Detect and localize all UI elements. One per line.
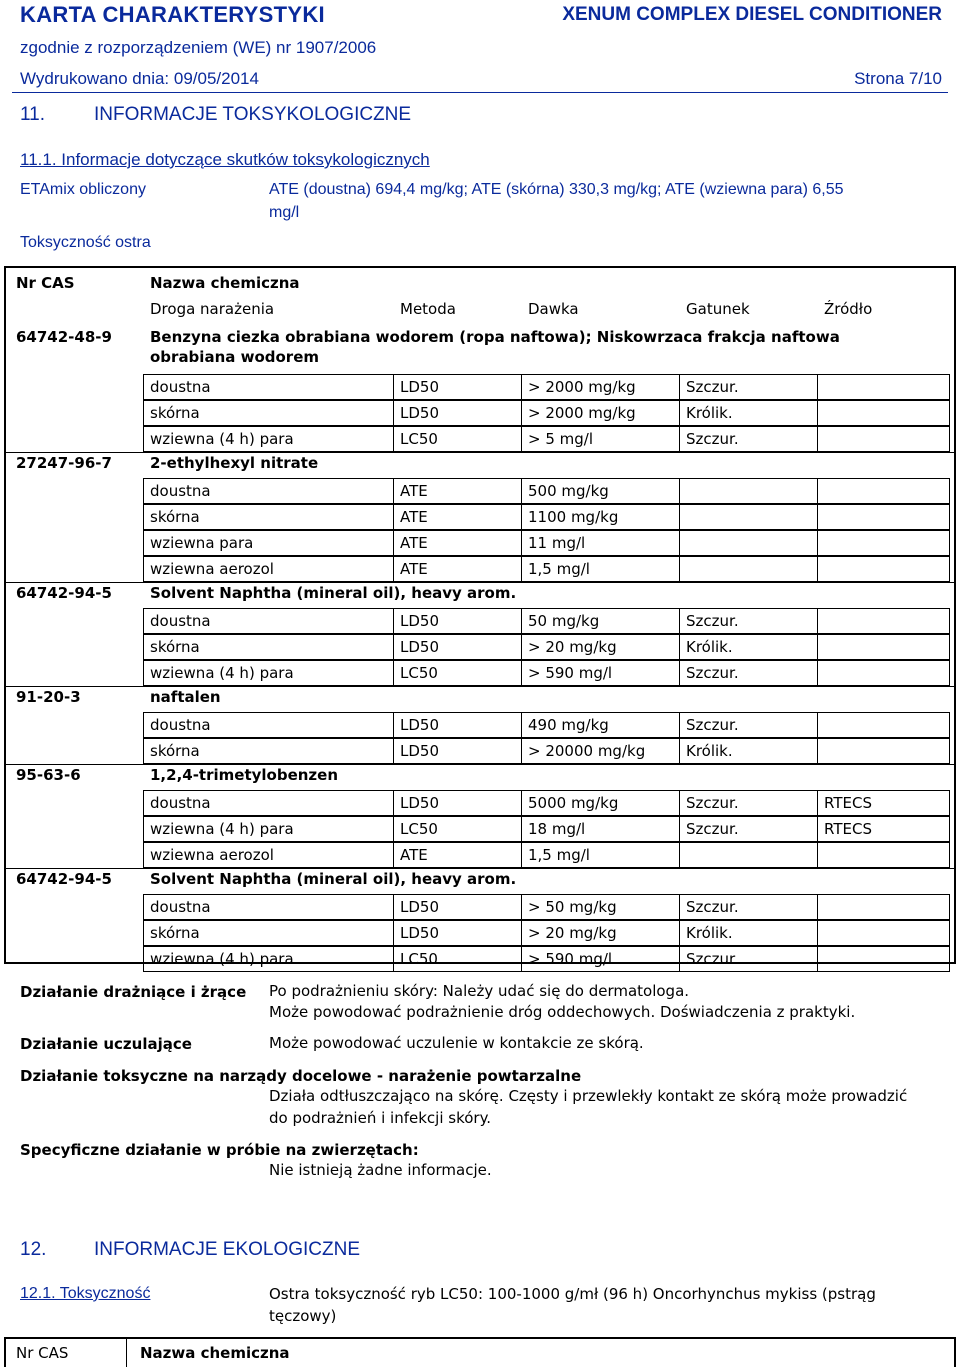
substance-separator	[6, 764, 954, 765]
column-divider	[521, 921, 522, 945]
column-divider	[393, 505, 394, 529]
column-divider	[393, 609, 394, 633]
chemical-name: Benzyna ciezka obrabiana wodorem (ropa naftowa); Niskowrzaca frakcja naftowa	[150, 328, 840, 346]
cas-number: 27247-96-7	[16, 454, 112, 472]
column-divider	[817, 609, 818, 633]
dose-value: 490 mg/kg	[528, 716, 609, 734]
fish-toxicity-line1: Ostra toksyczność ryb LC50: 100-1000 g/mł (96 h) Oncorhynchus mykiss (pstrąg	[269, 1285, 876, 1303]
sensitizing-label: Działanie uczulające	[20, 1035, 192, 1053]
test-method: ATE	[400, 508, 428, 526]
dose-value: 50 mg/kg	[528, 612, 600, 630]
column-divider	[817, 401, 818, 425]
exposure-route: wziewna aerozol	[150, 560, 274, 578]
target-organ-label: Działanie toksyczne na narządy docelowe - narażenie powtarzalne	[20, 1067, 582, 1085]
specific-effects-label: Specyficzne działanie w próbie na zwierzętach:	[20, 1141, 419, 1159]
test-species: Szczur.	[686, 716, 739, 734]
column-divider	[679, 817, 680, 841]
exposure-route: skórna	[150, 404, 200, 422]
dose-value: > 20000 mg/kg	[528, 742, 646, 760]
page-number: Strona 7/10	[854, 69, 942, 88]
column-divider	[679, 635, 680, 659]
fish-toxicity-line2: tęczowy)	[269, 1307, 337, 1325]
column-divider	[817, 479, 818, 503]
test-species: Szczur.	[686, 898, 739, 916]
test-species: Szczur.	[686, 794, 739, 812]
test-method: LD50	[400, 924, 439, 942]
section-title: INFORMACJE EKOLOGICZNE	[94, 1239, 361, 1260]
column-divider	[393, 947, 394, 971]
column-divider	[679, 739, 680, 763]
column-divider	[679, 505, 680, 529]
exposure-route: doustna	[150, 612, 211, 630]
column-divider	[393, 921, 394, 945]
ecotox-table	[4, 1337, 956, 1367]
exposure-route: skórna	[150, 742, 200, 760]
test-method: ATE	[400, 846, 428, 864]
test-method: ATE	[400, 534, 428, 552]
column-divider	[521, 713, 522, 737]
chemical-name: Solvent Naphtha (mineral oil), heavy arom.	[150, 870, 517, 888]
cas-number: 64742-48-9	[16, 328, 112, 346]
subsection-11-1-title: 11.1. Informacje dotyczące skutków toksykologicznych	[20, 150, 430, 169]
column-divider	[393, 739, 394, 763]
column-divider	[817, 531, 818, 555]
column-divider	[817, 427, 818, 451]
dose-value: 500 mg/kg	[528, 482, 609, 500]
column-divider	[817, 947, 818, 971]
cas-number: 64742-94-5	[16, 870, 112, 888]
cas-number: 91-20-3	[16, 688, 81, 706]
chemical-name: 1,2,4-trimetylobenzen	[150, 766, 339, 784]
test-species: Szczur.	[686, 430, 739, 448]
column-divider	[521, 557, 522, 581]
subsection-12-1-label: 12.1. Toksyczność	[20, 1285, 151, 1302]
dose-value: > 20 mg/kg	[528, 924, 617, 942]
column-divider	[521, 479, 522, 503]
column-divider	[521, 947, 522, 971]
column-divider	[817, 713, 818, 737]
target-organ-line2: do podrażnień i infekcji skóry.	[269, 1109, 492, 1127]
column-divider	[817, 791, 818, 815]
section-11-heading	[20, 104, 411, 126]
exposure-route: wziewna (4 h) para	[150, 664, 294, 682]
dose-value: 11 mg/l	[528, 534, 586, 552]
column-divider	[521, 375, 522, 399]
column-divider	[817, 817, 818, 841]
sensitizing-text: Może powodować uczulenie w kontakcie ze skórą.	[269, 1034, 644, 1052]
column-divider	[521, 817, 522, 841]
column-divider	[393, 635, 394, 659]
column-divider	[679, 427, 680, 451]
dose-value: 1,5 mg/l	[528, 560, 590, 578]
name-header: Nazwa chemiczna	[150, 274, 300, 292]
exposure-route: wziewna (4 h) para	[150, 950, 294, 968]
test-method: LC50	[400, 430, 438, 448]
etamix-value-line1: ATE (doustna) 694,4 mg/kg; ATE (skórna) 330,3 mg/kg; ATE (wziewna para) 6,55	[269, 181, 844, 198]
test-method: LD50	[400, 898, 439, 916]
column-divider	[817, 661, 818, 685]
test-method: LD50	[400, 378, 439, 396]
test-method: ATE	[400, 482, 428, 500]
dose-value: 1,5 mg/l	[528, 846, 590, 864]
cas-header: Nr CAS	[16, 274, 75, 292]
column-divider	[521, 895, 522, 919]
test-method: LC50	[400, 664, 438, 682]
chemical-name: Solvent Naphtha (mineral oil), heavy arom.	[150, 584, 517, 602]
source-header: Źródło	[824, 300, 873, 318]
test-method: LD50	[400, 716, 439, 734]
column-divider	[817, 557, 818, 581]
column-divider	[393, 817, 394, 841]
data-source: RTECS	[824, 794, 872, 812]
column-divider	[521, 531, 522, 555]
irritant-line2: Może powodować podrażnienie dróg oddechowych. Doświadczenia z praktyki.	[269, 1003, 856, 1021]
test-species: Królik.	[686, 638, 733, 656]
test-method: ATE	[400, 560, 428, 578]
exposure-route: doustna	[150, 794, 211, 812]
column-divider	[817, 843, 818, 867]
section-title: INFORMACJE TOKSYKOLOGICZNE	[94, 104, 412, 125]
dose-value: > 5 mg/l	[528, 430, 594, 448]
substance-separator	[6, 452, 954, 453]
column-divider	[393, 661, 394, 685]
section-12-heading	[20, 1239, 360, 1261]
document-title: KARTA CHARAKTERYSTYKI	[20, 2, 325, 27]
column-divider	[679, 947, 680, 971]
column-divider	[817, 739, 818, 763]
dose-value: 18 mg/l	[528, 820, 586, 838]
ecotox-cas-header: Nr CAS	[16, 1344, 69, 1362]
column-divider	[393, 375, 394, 399]
column-divider	[393, 843, 394, 867]
regulation-text: zgodnie z rozporządzeniem (WE) nr 1907/2006	[20, 38, 377, 57]
dose-value: > 590 mg/l	[528, 950, 613, 968]
chemical-name: naftalen	[150, 688, 221, 706]
test-species: Szczur.	[686, 664, 739, 682]
column-divider	[679, 661, 680, 685]
ecotox-name-header: Nazwa chemiczna	[140, 1344, 290, 1362]
species-header: Gatunek	[686, 300, 750, 318]
column-divider	[393, 427, 394, 451]
dose-value: > 20 mg/kg	[528, 638, 617, 656]
exposure-route: doustna	[150, 482, 211, 500]
column-divider	[521, 401, 522, 425]
column-divider	[393, 557, 394, 581]
test-species: Królik.	[686, 742, 733, 760]
dose-value: > 2000 mg/kg	[528, 404, 636, 422]
exposure-route: skórna	[150, 508, 200, 526]
column-divider	[393, 531, 394, 555]
column-divider	[679, 531, 680, 555]
etamix-label: ETAmix obliczony	[20, 181, 146, 198]
dose-value: 1100 mg/kg	[528, 508, 619, 526]
exposure-route: skórna	[150, 924, 200, 942]
dose-value: > 50 mg/kg	[528, 898, 617, 916]
substance-separator	[6, 686, 954, 687]
test-species: Szczur.	[686, 820, 739, 838]
column-divider	[817, 505, 818, 529]
column-divider	[817, 895, 818, 919]
column-divider	[521, 739, 522, 763]
dose-header: Dawka	[528, 300, 579, 318]
test-method: LD50	[400, 612, 439, 630]
substance-separator	[6, 582, 954, 583]
exposure-route: wziewna para	[150, 534, 254, 552]
column-divider	[817, 635, 818, 659]
column-divider	[679, 479, 680, 503]
chemical-name-cont: obrabiana wodorem	[150, 348, 319, 366]
column-divider	[679, 609, 680, 633]
column-divider	[393, 791, 394, 815]
column-divider	[679, 791, 680, 815]
specific-effects-text: Nie istnieją żadne informacje.	[269, 1161, 492, 1179]
test-method: LC50	[400, 820, 438, 838]
print-date: Wydrukowano dnia: 09/05/2014	[20, 69, 259, 88]
column-divider	[817, 375, 818, 399]
test-species: Królik.	[686, 924, 733, 942]
column-divider	[679, 843, 680, 867]
target-organ-line1: Działa odtłuszczająco na skórę. Częsty i przewlekły kontakt ze skórą może prowadzić	[269, 1087, 908, 1105]
acute-toxicity-label: Toksyczność ostra	[20, 234, 151, 251]
column-divider	[679, 713, 680, 737]
dose-value: 5000 mg/kg	[528, 794, 619, 812]
chemical-name: 2-ethylhexyl nitrate	[150, 454, 319, 472]
exposure-route: wziewna aerozol	[150, 846, 274, 864]
column-divider	[393, 479, 394, 503]
column-divider	[521, 609, 522, 633]
column-divider	[393, 401, 394, 425]
column-divider	[521, 843, 522, 867]
etamix-value-line2: mg/l	[269, 204, 300, 221]
section-number: 11.	[20, 104, 46, 125]
test-species: Szczur.	[686, 612, 739, 630]
test-species: Szczur.	[686, 378, 739, 396]
exposure-route: wziewna (4 h) para	[150, 820, 294, 838]
column-divider	[521, 791, 522, 815]
substance-separator	[6, 868, 954, 869]
irritant-label: Działanie drażniące i żrące	[20, 983, 247, 1001]
ecotox-column-divider	[126, 1339, 127, 1367]
toxicity-table	[4, 266, 956, 968]
column-divider	[679, 557, 680, 581]
test-method: LD50	[400, 638, 439, 656]
cas-number: 64742-94-5	[16, 584, 112, 602]
test-method: LD50	[400, 742, 439, 760]
route-header: Droga narażenia	[150, 300, 275, 318]
test-method: LD50	[400, 794, 439, 812]
column-divider	[393, 895, 394, 919]
column-divider	[679, 895, 680, 919]
irritant-line1: Po podrażnieniu skóry: Należy udać się do dermatologa.	[269, 982, 690, 1000]
dose-value: > 590 mg/l	[528, 664, 613, 682]
test-method: LC50	[400, 950, 438, 968]
column-divider	[679, 401, 680, 425]
test-species: Królik.	[686, 404, 733, 422]
column-divider	[521, 505, 522, 529]
cas-number: 95-63-6	[16, 766, 81, 784]
data-source: RTECS	[824, 820, 872, 838]
column-divider	[679, 921, 680, 945]
dose-value: > 2000 mg/kg	[528, 378, 636, 396]
exposure-route: doustna	[150, 378, 211, 396]
column-divider	[679, 375, 680, 399]
column-divider	[521, 661, 522, 685]
method-header: Metoda	[400, 300, 456, 318]
column-divider	[521, 635, 522, 659]
test-species: Szczur.	[686, 950, 739, 968]
exposure-route: doustna	[150, 898, 211, 916]
column-divider	[521, 427, 522, 451]
header-divider	[12, 92, 948, 93]
exposure-route: doustna	[150, 716, 211, 734]
test-method: LD50	[400, 404, 439, 422]
product-name: XENUM COMPLEX DIESEL CONDITIONER	[562, 4, 942, 25]
exposure-route: skórna	[150, 638, 200, 656]
column-divider	[817, 921, 818, 945]
section-number: 12.	[20, 1239, 47, 1260]
exposure-route: wziewna (4 h) para	[150, 430, 294, 448]
column-divider	[393, 713, 394, 737]
